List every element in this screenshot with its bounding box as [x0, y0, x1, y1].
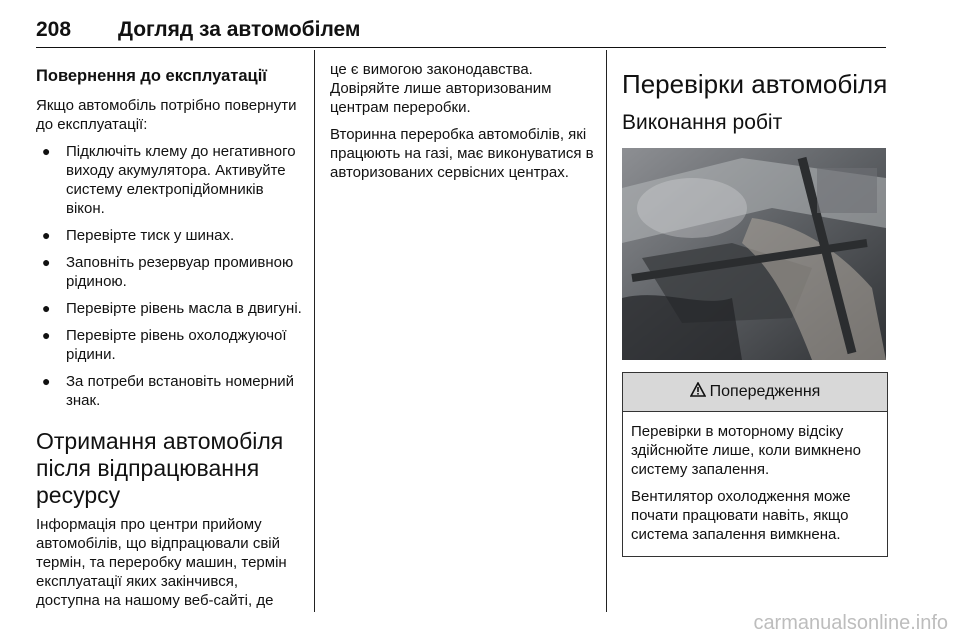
bullet-icon: ●: [42, 227, 51, 243]
running-title: Догляд за автомобілем: [118, 18, 361, 41]
list-item: ● Перевірте тиск у шинах.: [42, 227, 235, 244]
list-item: ● Перевірте рівень охолоджуючої рідини.: [42, 327, 287, 363]
paragraph: це є вимогою законодавства. Довіряйте лише авторизованим центрам переробки.: [330, 61, 552, 116]
warning-body: [623, 412, 887, 556]
warning-paragraph: Перевірки в моторному відсіку здійснюйте лише, коли вимкнено систему запалення.: [631, 423, 861, 478]
paragraph: Вторинна переробка автомобілів, які працюють на газі, має виконуватися в авторизованих сервісних центрах.: [330, 126, 594, 181]
list-item: ● За потреби встановіть номерний знак.: [42, 373, 295, 409]
watermark: carmanualsonline.info: [753, 612, 948, 634]
warning-triangle-icon: [690, 382, 706, 402]
warning-box: [622, 372, 888, 557]
bullet-icon: ●: [42, 373, 51, 389]
list-item: ● Перевірте рівень масла в двигуні.: [42, 300, 302, 317]
header-rule: [36, 47, 886, 48]
column-2: [330, 60, 596, 190]
list-item: ● Підключіть клему до негативного виходу акумулятора. Активуйте систему електропідйомників вікон.: [42, 143, 296, 217]
warning-header: [623, 373, 887, 412]
section-heading-end-of-life: Отримання автомобіля після відпрацювання ресурсу: [36, 428, 284, 508]
column-divider-2: [606, 50, 607, 612]
column-divider-1: [314, 50, 315, 612]
warning-paragraph: Вентилятор охолодження може почати працювати навіть, якщо система запалення вимкнена.: [631, 488, 851, 543]
intro-text: Якщо автомобіль потрібно повернути до експлуатації:: [36, 97, 297, 133]
end-of-life-text: Інформація про центри прийому автомобілів, що відпрацювали свій термін, та переробку машин, термін експлуатації яких закінчився, доступна на нашому веб-сайті, де: [36, 516, 287, 609]
bullet-icon: ●: [42, 300, 51, 316]
checklist: [36, 142, 304, 410]
bullet-icon: ●: [42, 254, 51, 270]
bullet-icon: ●: [42, 143, 51, 159]
column-3: [622, 64, 890, 557]
engine-compartment-photo: [622, 148, 886, 360]
list-item: ● Заповніть резервуар промивною рідиною.: [42, 254, 294, 290]
page-number: 208: [36, 18, 72, 41]
section-title-vehicle-checks: Перевірки автомобіля: [622, 69, 888, 99]
column-1: [36, 60, 304, 618]
section-subtitle-performing-work: Виконання робіт: [622, 111, 783, 134]
bullet-icon: ●: [42, 327, 51, 343]
warning-title: Попередження: [709, 383, 821, 400]
section-heading-return: Повернення до експлуатації: [36, 67, 267, 85]
